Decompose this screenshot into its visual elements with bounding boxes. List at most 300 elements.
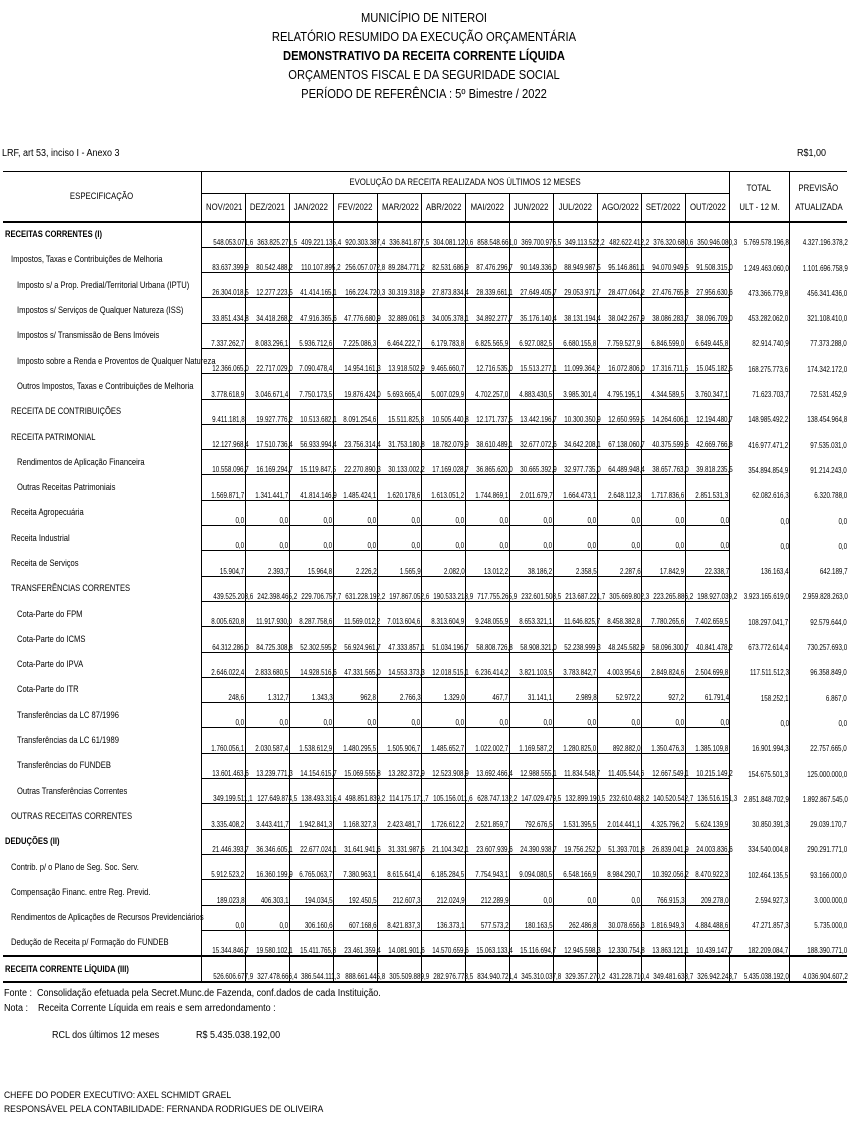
month-value-cell: 51.393.701,8 (597, 829, 641, 854)
month-value-cell: 0,0 (289, 526, 333, 551)
month-value-cell: 36.865.620,0 (465, 450, 509, 475)
month-value-cell: 0,0 (421, 526, 465, 551)
month-value-cell: 0,0 (377, 500, 421, 525)
month-value-cell: 0,0 (509, 500, 553, 525)
forecast-cell: 22.757.665,0 (789, 728, 847, 753)
header-municipality: MUNICÍPIO DE NITEROI (360, 10, 488, 25)
total-cell: 673.772.614,4 (729, 627, 789, 652)
table-row (3, 956, 847, 982)
month-value-cell: 0,0 (641, 703, 685, 728)
forecast-cell: 0,0 (789, 526, 847, 551)
month-value-cell: 27.873.834,4 (421, 273, 465, 298)
forecast-cell: 138.454.964,8 (789, 399, 847, 424)
month-value-cell: 4.325.796,2 (641, 804, 685, 829)
month-value-cell: 6.185.284,5 (421, 854, 465, 879)
table-row (3, 374, 847, 399)
table-row (3, 298, 847, 323)
table-row (3, 779, 847, 804)
forecast-cell: 4.327.196.378,2 (789, 222, 847, 248)
month-value-cell: 84.725.308,8 (245, 627, 289, 652)
table-row (3, 829, 847, 854)
total-cell: 416.977.471,2 (729, 424, 789, 449)
month-value-cell: 13.012,2 (465, 551, 509, 576)
month-value-cell: 2.646.022,4 (201, 652, 245, 677)
month-value-cell: 56.933.994,4 (289, 424, 333, 449)
month-value-cell: 15.116.694,7 (509, 930, 553, 956)
month-value-cell: 350.946.080,3 (685, 222, 729, 248)
month-value-cell: 336.841.877,5 (377, 222, 421, 248)
month-value-cell: 406.303,1 (245, 880, 289, 905)
row-label: Transferências da LC 87/1996 (17, 709, 119, 721)
month-value-cell: 248,6 (201, 677, 245, 702)
row-label: Dedução de Receita p/ Formação do FUNDEB (11, 937, 169, 949)
month-value-cell: 0,0 (333, 526, 377, 551)
month-value-cell: 498.851.839,2 (333, 779, 377, 804)
month-value-cell: 16.169.294,7 (245, 450, 289, 475)
total-cell: 154.675.501,3 (729, 753, 789, 778)
row-label: Receita Agropecuária (11, 507, 84, 519)
month-value-cell: 47.333.857,1 (377, 627, 421, 652)
row-label: Outros Impostos, Taxas e Contribuições de Melhoria (17, 380, 194, 392)
month-value-cell: 22.717.029,0 (245, 348, 289, 373)
month-value-cell: 10.215.149,2 (685, 753, 729, 778)
month-value-cell: 628.747.132,2 (465, 779, 509, 804)
forecast-cell: 642.189,7 (789, 551, 847, 576)
total-cell: 453.282.062,0 (729, 298, 789, 323)
month-value-cell: 51.034.196,7 (421, 627, 465, 652)
table-row (3, 804, 847, 829)
total-cell: 82.914.740,9 (729, 323, 789, 348)
month-value-cell: 1.760.056,1 (201, 728, 245, 753)
month-value-cell: 12.171.737,5 (465, 399, 509, 424)
month-value-cell: 31.331.987,6 (377, 829, 421, 854)
month-value-cell: 82.531.686,9 (421, 247, 465, 272)
month-value-cell: 607.168,6 (333, 905, 377, 930)
month-value-cell: 3.335.408,2 (201, 804, 245, 829)
month-value-cell: 94.070.949,5 (641, 247, 685, 272)
forecast-cell: 1.892.867.545,0 (789, 779, 847, 804)
month-value-cell: 17.842,9 (641, 551, 685, 576)
month-value-cell: 24.390.938,7 (509, 829, 553, 854)
month-value-cell: 892.882,0 (597, 728, 641, 753)
month-value-cell: 1.538.612,9 (289, 728, 333, 753)
month-value-cell: 14.954.161,3 (333, 348, 377, 373)
header-report-name: RELATÓRIO RESUMIDO DA EXECUÇÃO ORÇAMENTÁRIA (271, 29, 577, 44)
month-value-cell: 12.945.598,3 (553, 930, 597, 956)
month-value-cell: 0,0 (553, 526, 597, 551)
row-label: RECEITA DE CONTRIBUIÇÕES (11, 406, 122, 418)
month-value-cell: 22.338,7 (685, 551, 729, 576)
month-value-cell: 0,0 (685, 703, 729, 728)
table-row (3, 601, 847, 626)
month-header: NOV/2021 (201, 194, 245, 222)
forecast-cell: 730.257.693,0 (789, 627, 847, 652)
month-value-cell: 1.341.441,7 (245, 475, 289, 500)
month-value-cell: 467,7 (465, 677, 509, 702)
total-cell: 136.163,4 (729, 551, 789, 576)
month-value-cell: 34.005.378,1 (421, 298, 465, 323)
month-value-cell: 47.331.565,0 (333, 652, 377, 677)
total-cell: 62.082.616,3 (729, 475, 789, 500)
total-cell: 47.271.857,3 (729, 905, 789, 930)
month-value-cell: 717.755.265,9 (465, 576, 509, 601)
month-value-cell: 0,0 (509, 703, 553, 728)
table-row (3, 500, 847, 525)
month-value-cell: 12.194.480,7 (685, 399, 729, 424)
month-value-cell: 3.046.671,4 (245, 374, 289, 399)
month-value-cell: 7.380.963,1 (333, 854, 377, 879)
month-value-cell: 4.344.589,5 (641, 374, 685, 399)
month-value-cell: 52.302.595,2 (289, 627, 333, 652)
month-value-cell: 6.825.565,9 (465, 323, 509, 348)
month-value-cell: 6.649.445,8 (685, 323, 729, 348)
month-value-cell: 0,0 (685, 500, 729, 525)
month-value-cell: 409.221.135,4 (289, 222, 333, 248)
total-cell: 71.623.703,7 (729, 374, 789, 399)
month-value-cell: 58.808.726,8 (465, 627, 509, 652)
month-value-cell: 8.421.837,3 (377, 905, 421, 930)
forecast-cell: 456.341.436,0 (789, 273, 847, 298)
month-value-cell: 8.653.321,1 (509, 601, 553, 626)
month-value-cell: 80.542.488,2 (245, 247, 289, 272)
row-label: Outras Transferências Correntes (17, 785, 128, 797)
month-value-cell: 30.665.392,9 (509, 450, 553, 475)
month-value-cell: 34.642.208,1 (553, 424, 597, 449)
spec-header: ESPECIFICAÇÃO (3, 172, 201, 222)
row-label: Receita de Serviços (11, 558, 79, 569)
month-value-cell: 15.344.846,7 (201, 930, 245, 956)
month-value-cell: 1.480.295,5 (333, 728, 377, 753)
month-value-cell: 11.917.930,0 (245, 601, 289, 626)
total-cell: 158.252,1 (729, 677, 789, 702)
month-value-cell: 0,0 (421, 703, 465, 728)
month-value-cell: 35.176.140,4 (509, 298, 553, 323)
month-value-cell: 56.924.961,7 (333, 627, 377, 652)
table-row (3, 551, 847, 576)
month-value-cell: 18.782.079,9 (421, 424, 465, 449)
month-value-cell: 32.889.061,3 (377, 298, 421, 323)
month-value-cell: 6.927.082,5 (509, 323, 553, 348)
month-value-cell: 16.072.806,0 (597, 348, 641, 373)
month-value-cell: 0,0 (641, 526, 685, 551)
month-value-cell: 13.239.771,3 (245, 753, 289, 778)
month-value-cell: 40.841.478,2 (685, 627, 729, 652)
month-value-cell: 1.664.473,1 (553, 475, 597, 500)
month-value-cell: 0,0 (597, 526, 641, 551)
month-value-cell: 1.312,7 (245, 677, 289, 702)
month-value-cell: 12.716.535,0 (465, 348, 509, 373)
month-value-cell: 32.677.072,6 (509, 424, 553, 449)
row-label: Imposto sobre a Renda e Proventos de Qualquer Natureza (17, 355, 216, 367)
table-row (3, 728, 847, 753)
executive-chief: CHEFE DO PODER EXECUTIVO: AXEL SCHMIDT GRAEL (4, 1090, 232, 1101)
month-value-cell: 1.726.612,2 (421, 804, 465, 829)
month-value-cell: 229.706.757,7 (289, 576, 333, 601)
month-value-cell: 11.569.012,2 (333, 601, 377, 626)
month-value-cell: 0,0 (245, 703, 289, 728)
month-value-cell: 386.544.111,3 (289, 956, 333, 982)
month-value-cell: 2.521.859,7 (465, 804, 509, 829)
month-value-cell: 14.928.516,6 (289, 652, 333, 677)
month-value-cell: 3.985.301,4 (553, 374, 597, 399)
row-label: Outras Receitas Patrimoniais (17, 482, 116, 494)
month-value-cell: 1.569.871,7 (201, 475, 245, 500)
month-value-cell: 38.096.709,0 (685, 298, 729, 323)
total-subheader: ULT - 12 M. (729, 194, 789, 222)
month-value-cell: 431.228.710,4 (597, 956, 641, 982)
month-value-cell: 8.470.922,3 (685, 854, 729, 879)
month-value-cell: 5.912.523,2 (201, 854, 245, 879)
source-note: Fonte : Consolidação efetuada pela Secret.Munc.de Fazenda, conf.dados de cada Instituição. (4, 988, 381, 999)
month-value-cell: 3.778.618,9 (201, 374, 245, 399)
month-value-cell: 14.264.606,1 (641, 399, 685, 424)
month-header: JUN/2022 (509, 194, 553, 222)
month-value-cell: 19.927.776,2 (245, 399, 289, 424)
month-value-cell: 305.509.889,9 (377, 956, 421, 982)
month-value-cell: 64.489.948,4 (597, 450, 641, 475)
month-value-cell: 38.186,2 (509, 551, 553, 576)
month-value-cell: 127.649.874,5 (245, 779, 289, 804)
month-value-cell: 22.677.024,1 (289, 829, 333, 854)
table-row (3, 576, 847, 601)
month-value-cell: 15.045.182,5 (685, 348, 729, 373)
forecast-cell: 4.036.904.607,2 (789, 956, 847, 982)
total-cell: 117.511.512,3 (729, 652, 789, 677)
month-value-cell: 13.863.121,1 (641, 930, 685, 956)
month-value-cell: 0,0 (289, 703, 333, 728)
month-value-cell: 21.446.393,7 (201, 829, 245, 854)
month-value-cell: 12.650.959,5 (597, 399, 641, 424)
month-value-cell: 136.373,1 (421, 905, 465, 930)
forecast-cell: 188.390.771,0 (789, 930, 847, 956)
month-value-cell: 1.385.109,8 (685, 728, 729, 753)
month-value-cell: 58.908.321,0 (509, 627, 553, 652)
row-label: Impostos s/ Transmissão de Bens Imóveis (17, 330, 160, 342)
month-value-cell: 38.610.489,1 (465, 424, 509, 449)
month-value-cell: 0,0 (597, 500, 641, 525)
forecast-cell: 174.342.172,0 (789, 348, 847, 373)
header-period: PERÍODO DE REFERÊNCIA : 5º Bimestre / 2022 (301, 86, 547, 101)
month-value-cell: 0,0 (553, 500, 597, 525)
month-value-cell: 6.179.783,8 (421, 323, 465, 348)
row-label: Cota-Parte do FPM (17, 608, 83, 620)
month-value-cell: 0,0 (685, 526, 729, 551)
month-value-cell: 5.007.029,9 (421, 374, 465, 399)
rcl-value: R$ 5.435.038.192,00 (196, 1030, 281, 1041)
month-value-cell: 0,0 (509, 526, 553, 551)
forecast-cell: 0,0 (789, 500, 847, 525)
month-value-cell: 212.289,9 (465, 880, 509, 905)
month-value-cell: 12.523.908,9 (421, 753, 465, 778)
month-value-cell: 47.916.365,6 (289, 298, 333, 323)
total-cell: 5.769.578.196,8 (729, 222, 789, 248)
month-value-cell: 1.169.587,2 (509, 728, 553, 753)
row-label: Imposto s/ a Prop. Predial/Territorial Urbana (IPTU) (17, 279, 190, 291)
month-value-cell: 114.175.171,7 (377, 779, 421, 804)
month-value-cell: 2.393,7 (245, 551, 289, 576)
total-cell: 0,0 (729, 703, 789, 728)
month-value-cell: 0,0 (201, 500, 245, 525)
forecast-cell: 5.735.000,0 (789, 905, 847, 930)
month-value-cell: 15.904,7 (201, 551, 245, 576)
month-value-cell: 262.486,8 (553, 905, 597, 930)
month-value-cell: 38.086.283,7 (641, 298, 685, 323)
month-value-cell: 369.700.976,5 (509, 222, 553, 248)
month-value-cell: 1.942.841,3 (289, 804, 333, 829)
month-value-cell: 17.510.736,4 (245, 424, 289, 449)
month-value-cell: 89.284.771,2 (377, 247, 421, 272)
month-value-cell: 192.450,5 (333, 880, 377, 905)
forecast-cell: 72.531.452,9 (789, 374, 847, 399)
month-header: JUL/2022 (553, 194, 597, 222)
row-label: TRANSFERÊNCIAS CORRENTES (11, 583, 131, 595)
forecast-cell: 97.535.031,0 (789, 424, 847, 449)
total-cell: 30.850.391,3 (729, 804, 789, 829)
month-value-cell: 91.508.315,0 (685, 247, 729, 272)
month-value-cell: 1.168.327,3 (333, 804, 377, 829)
forecast-cell: 91.214.243,0 (789, 450, 847, 475)
month-value-cell: 7.337.262,7 (201, 323, 245, 348)
month-value-cell: 376.320.680,6 (641, 222, 685, 248)
month-value-cell: 1.565,9 (377, 551, 421, 576)
month-value-cell: 4.795.195,1 (597, 374, 641, 399)
month-value-cell: 197.867.052,6 (377, 576, 421, 601)
nota-note: Nota : Receita Corrente Líquida em reais e sem arredondamento : (4, 1003, 276, 1014)
month-value-cell: 2.226,2 (333, 551, 377, 576)
total-cell: 5.435.038.192,0 (729, 956, 789, 982)
month-value-cell: 858.548.661,0 (465, 222, 509, 248)
month-value-cell: 349.481.638,7 (641, 956, 685, 982)
month-value-cell: 326.942.243,7 (685, 956, 729, 982)
month-value-cell: 15.511.825,3 (377, 399, 421, 424)
month-value-cell: 29.053.971,7 (553, 273, 597, 298)
month-header: MAR/2022 (377, 194, 421, 222)
table-row (3, 222, 847, 248)
month-header: JAN/2022 (289, 194, 333, 222)
month-value-cell: 631.228.192,2 (333, 576, 377, 601)
month-value-cell: 327.478.666,4 (245, 956, 289, 982)
month-value-cell: 136.516.151,3 (685, 779, 729, 804)
month-value-cell: 61.791,4 (685, 677, 729, 702)
month-value-cell: 7.750.173,5 (289, 374, 333, 399)
month-value-cell: 10.513.682,1 (289, 399, 333, 424)
table-row (3, 677, 847, 702)
month-value-cell: 33.851.434,8 (201, 298, 245, 323)
forecast-cell: 1.101.696.758,9 (789, 247, 847, 272)
month-value-cell: 7.225.086,3 (333, 323, 377, 348)
month-value-cell: 2.989,8 (553, 677, 597, 702)
month-value-cell: 4.884.488,6 (685, 905, 729, 930)
month-value-cell: 0,0 (201, 905, 245, 930)
month-value-cell: 30.078.656,3 (597, 905, 641, 930)
month-value-cell: 0,0 (245, 526, 289, 551)
month-value-cell: 13.601.463,6 (201, 753, 245, 778)
month-value-cell: 0,0 (509, 880, 553, 905)
table-row (3, 880, 847, 905)
month-value-cell: 26.839.041,9 (641, 829, 685, 854)
month-value-cell: 8.083.296,1 (245, 323, 289, 348)
table-row (3, 703, 847, 728)
month-value-cell: 10.300.350,9 (553, 399, 597, 424)
month-value-cell: 482.622.412,2 (597, 222, 641, 248)
table-row (3, 247, 847, 272)
header-statement-title: DEMONSTRATIVO DA RECEITA CORRENTE LÍQUIDA (283, 48, 565, 63)
month-value-cell: 0,0 (377, 526, 421, 551)
month-value-cell: 888.661.445,8 (333, 956, 377, 982)
month-value-cell: 792.676,5 (509, 804, 553, 829)
month-value-cell: 24.003.836,6 (685, 829, 729, 854)
month-value-cell: 17.316.711,5 (641, 348, 685, 373)
month-value-cell: 12.277.223,5 (245, 273, 289, 298)
month-value-cell: 0,0 (553, 703, 597, 728)
month-value-cell: 132.899.190,5 (553, 779, 597, 804)
month-value-cell: 5.624.139,9 (685, 804, 729, 829)
month-value-cell: 3.821.103,5 (509, 652, 553, 677)
month-value-cell: 2.030.587,4 (245, 728, 289, 753)
forecast-cell: 0,0 (789, 703, 847, 728)
month-value-cell: 1.531.395,5 (553, 804, 597, 829)
month-value-cell: 349.113.522,2 (553, 222, 597, 248)
month-value-cell: 8.313.604,9 (421, 601, 465, 626)
table-row (3, 930, 847, 956)
month-value-cell: 1.505.906,7 (377, 728, 421, 753)
month-value-cell: 2.423.481,7 (377, 804, 421, 829)
month-value-cell: 4.003.954,6 (597, 652, 641, 677)
month-value-cell: 223.265.886,2 (641, 576, 685, 601)
forecast-cell: 93.166.000,0 (789, 854, 847, 879)
month-value-cell: 7.013.604,6 (377, 601, 421, 626)
row-label: DEDUÇÕES (II) (5, 836, 60, 848)
rcl-table (3, 171, 847, 983)
month-value-cell: 2.833.680,5 (245, 652, 289, 677)
month-value-cell: 8.091.254,6 (333, 399, 377, 424)
month-value-cell: 41.414.165,1 (289, 273, 333, 298)
month-value-cell: 13.918.502,9 (377, 348, 421, 373)
row-label: RECEITA PATRIMONIAL (11, 431, 96, 443)
month-value-cell: 1.343,3 (289, 677, 333, 702)
table-row (3, 424, 847, 449)
month-value-cell: 10.439.147,7 (685, 930, 729, 956)
month-value-cell: 1.329,0 (421, 677, 465, 702)
forecast-cell: 6.867,0 (789, 677, 847, 702)
month-value-cell: 83.637.399,9 (201, 247, 245, 272)
total-cell: 2.851.848.702,9 (729, 779, 789, 804)
month-value-cell: 47.776.680,9 (333, 298, 377, 323)
month-header: DEZ/2021 (245, 194, 289, 222)
table-row (3, 348, 847, 373)
month-value-cell: 766.915,3 (641, 880, 685, 905)
month-value-cell: 28.477.064,2 (597, 273, 641, 298)
month-value-cell: 58.096.300,7 (641, 627, 685, 652)
month-value-cell: 4.883.430,5 (509, 374, 553, 399)
table-row (3, 450, 847, 475)
total-cell: 334.540.004,8 (729, 829, 789, 854)
total-cell: 16.901.994,3 (729, 728, 789, 753)
rcl-label: RCL dos últimos 12 meses (52, 1030, 160, 1041)
month-value-cell: 834.940.721,4 (465, 956, 509, 982)
month-value-cell: 39.818.235,5 (685, 450, 729, 475)
month-value-cell: 12.330.754,8 (597, 930, 641, 956)
month-value-cell: 8.287.758,6 (289, 601, 333, 626)
month-value-cell: 209.278,0 (685, 880, 729, 905)
month-value-cell: 256.057.072,8 (333, 247, 377, 272)
month-value-cell: 23.756.314,4 (333, 424, 377, 449)
row-label: RECEITA CORRENTE LÍQUIDA (III) (3, 956, 201, 982)
total-cell: 3.923.165.619,0 (729, 576, 789, 601)
month-header: OUT/2022 (685, 194, 729, 222)
month-value-cell: 12.127.968,4 (201, 424, 245, 449)
month-value-cell: 8.005.620,8 (201, 601, 245, 626)
